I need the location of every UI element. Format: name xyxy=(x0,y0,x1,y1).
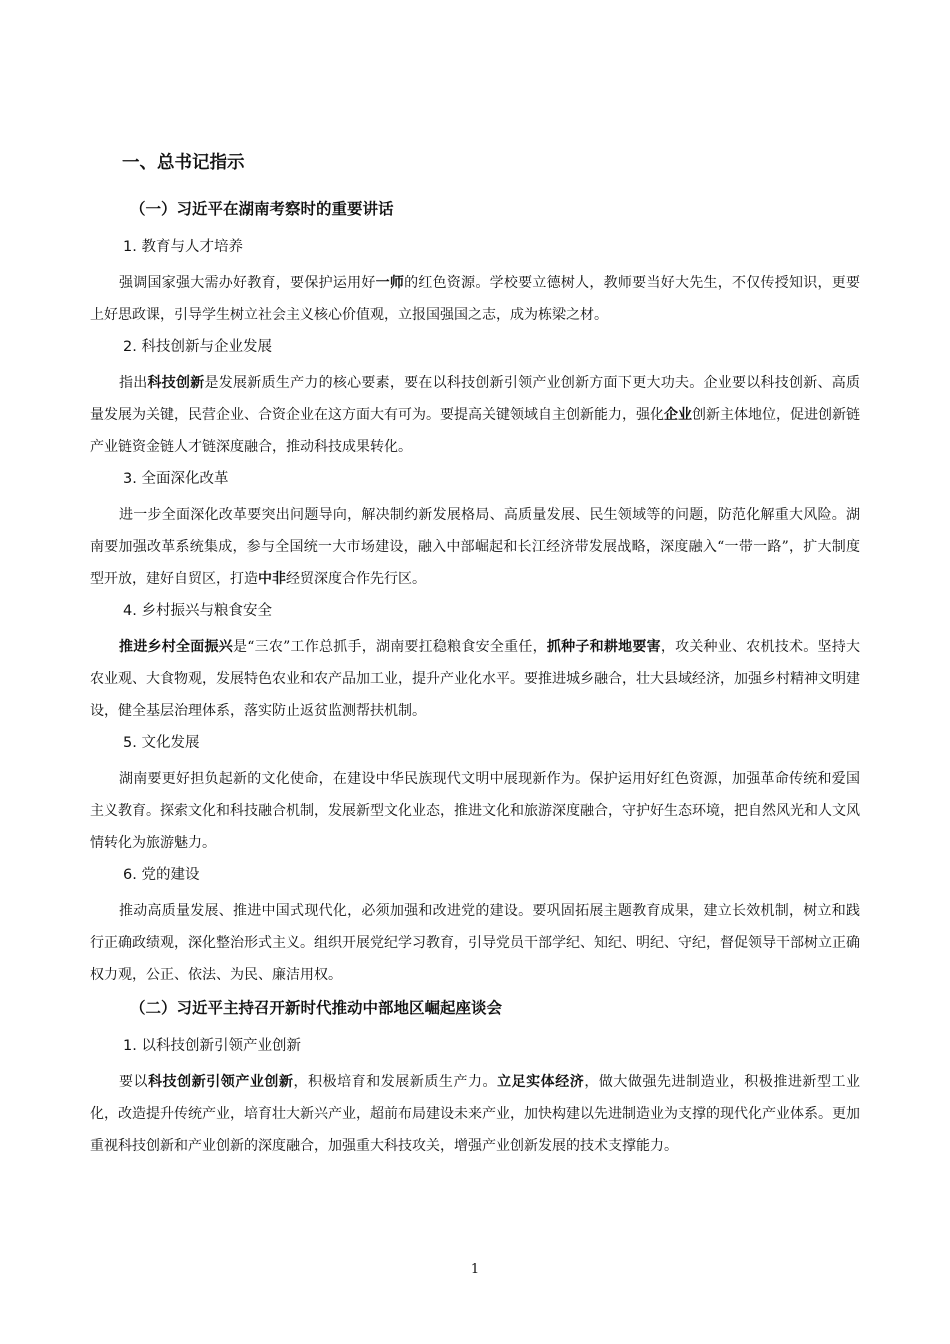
s1-item2-title: 2. 科技创新与企业发展 xyxy=(123,339,272,355)
page-number: 1 xyxy=(470,1262,480,1277)
heading-level1: 一、总书记指示 xyxy=(122,153,245,173)
document-content xyxy=(90,150,860,1166)
s1-item4-title: 4. 乡村振兴与粮食安全 xyxy=(123,603,272,619)
bold-run: 推进乡村全面振兴 xyxy=(119,639,233,655)
text-run: 推动高质量发展、推进中国式现代化，必须加强和改进党的建设。要巩固拓展主题教育成果，建立长效机制，树立和践行正确政绩观，深化整治形式主义。组织开展党纪学习教育，引导党员干部学纪、知纪、明纪、守纪，督促领导干部树立正确权力观，公正、依法、为民、廉洁用权。 xyxy=(90,903,860,983)
s1-item5-paragraph xyxy=(90,763,860,859)
text-run: 指出 xyxy=(119,375,148,391)
bold-run: 企业 xyxy=(664,407,692,423)
text-run: 要以 xyxy=(119,1074,149,1090)
text-run: 的红色资源。学校要立德树人，教师要当好大先生，不仅传授知识，更要上好思政课，引导学生树立社会主义核心价值观，立报国强国之志，成为栋梁之材。 xyxy=(90,275,861,323)
s2-item1-title: 1. 以科技创新引领产业创新 xyxy=(123,1038,301,1054)
bold-run: 科技创新引领产业创新 xyxy=(148,1074,294,1090)
text-run: 强调国家强大需办好教育，要保护运用好 xyxy=(119,275,376,291)
bold-run: 中非 xyxy=(258,571,286,587)
s1-item3-title: 3. 全面深化改革 xyxy=(123,471,229,487)
bold-run: 立足实体经济 xyxy=(497,1074,585,1090)
text-run: 经贸深度合作先行区。 xyxy=(286,571,426,587)
section2-title: （二）习近平主持召开新时代推动中部地区崛起座谈会 xyxy=(130,999,503,1017)
s1-item2-paragraph xyxy=(90,367,860,463)
s1-item4-paragraph xyxy=(90,631,860,727)
text-run: 湖南要更好担负起新的文化使命，在建设中华民族现代文明中展现新作为。保护运用好红色资源，加强革命传统和爱国主义教育。探索文化和科技融合机制，发展新型文化业态，推进文化和旅游深度融合，守护好生态环境，把自然风光和人文风情转化为旅游魅力。 xyxy=(90,771,860,851)
bold-run: 科技创新 xyxy=(147,375,205,391)
s1-item3-paragraph xyxy=(90,499,860,595)
s1-item1-paragraph xyxy=(90,267,860,331)
text-run: 是发展新质生产力的核心要素，要在以科技创新引领产业创新方面下更大功夫。企业要以科技创新、高质量发展为关键，民营企业、合资企业在这方面大有可为。要提高关键领域自主创新能力，强化 xyxy=(90,375,861,423)
text-run: 进一步全面深化改革要突出问题导向，解决制约新发展格局、高质量发展、民生领域等的问题，防范化解重大风险。湖南要加强改革系统集成，参与全国统一大市场建设，融入中部崛起和长江经济带发展战略，深度融入“一带一路”，扩大制度型开放，建好自贸区，打造 xyxy=(90,507,860,587)
s1-item1-title: 1. 教育与人才培养 xyxy=(123,239,243,255)
text-run: ，积极培育和发展新质生产力。 xyxy=(293,1074,498,1090)
s1-item6-title: 6. 党的建设 xyxy=(123,867,200,883)
bold-run: 一师 xyxy=(375,275,405,291)
s2-item1-paragraph xyxy=(90,1066,860,1162)
s1-item5-title: 5. 文化发展 xyxy=(123,735,200,751)
text-run: ，做大做强先进制造业，积极推进新型工业化，改造提升传统产业，培育壮大新兴产业，超前布局建设未来产业，加快构建以先进制造业为支撑的现代化产业体系。更加重视科技创新和产业创新的深度融合，加强重大科技攻关，增强产业创新发展的技术支撑能力。 xyxy=(90,1074,861,1154)
text-run: 创新主体地位，促进创新链产业链资金链人才链深度融合，推动科技成果转化。 xyxy=(90,407,860,455)
bold-run: 抓种子和耕地要害 xyxy=(546,639,661,655)
text-run: 是“三农”工作总抓手，湖南要扛稳粮食安全重任， xyxy=(232,639,547,655)
section1-title: （一）习近平在湖南考察时的重要讲话 xyxy=(130,200,394,218)
s1-item6-paragraph xyxy=(90,895,860,991)
text-run: ，攻关种业、农机技术。坚持大农业观、大食物观，发展特色农业和农产品加工业，提升产业化水平。要推进城乡融合，壮大县域经济，加强乡村精神文明建设，健全基层治理体系，落实防止返贫监测帮扶机制。 xyxy=(90,639,860,719)
